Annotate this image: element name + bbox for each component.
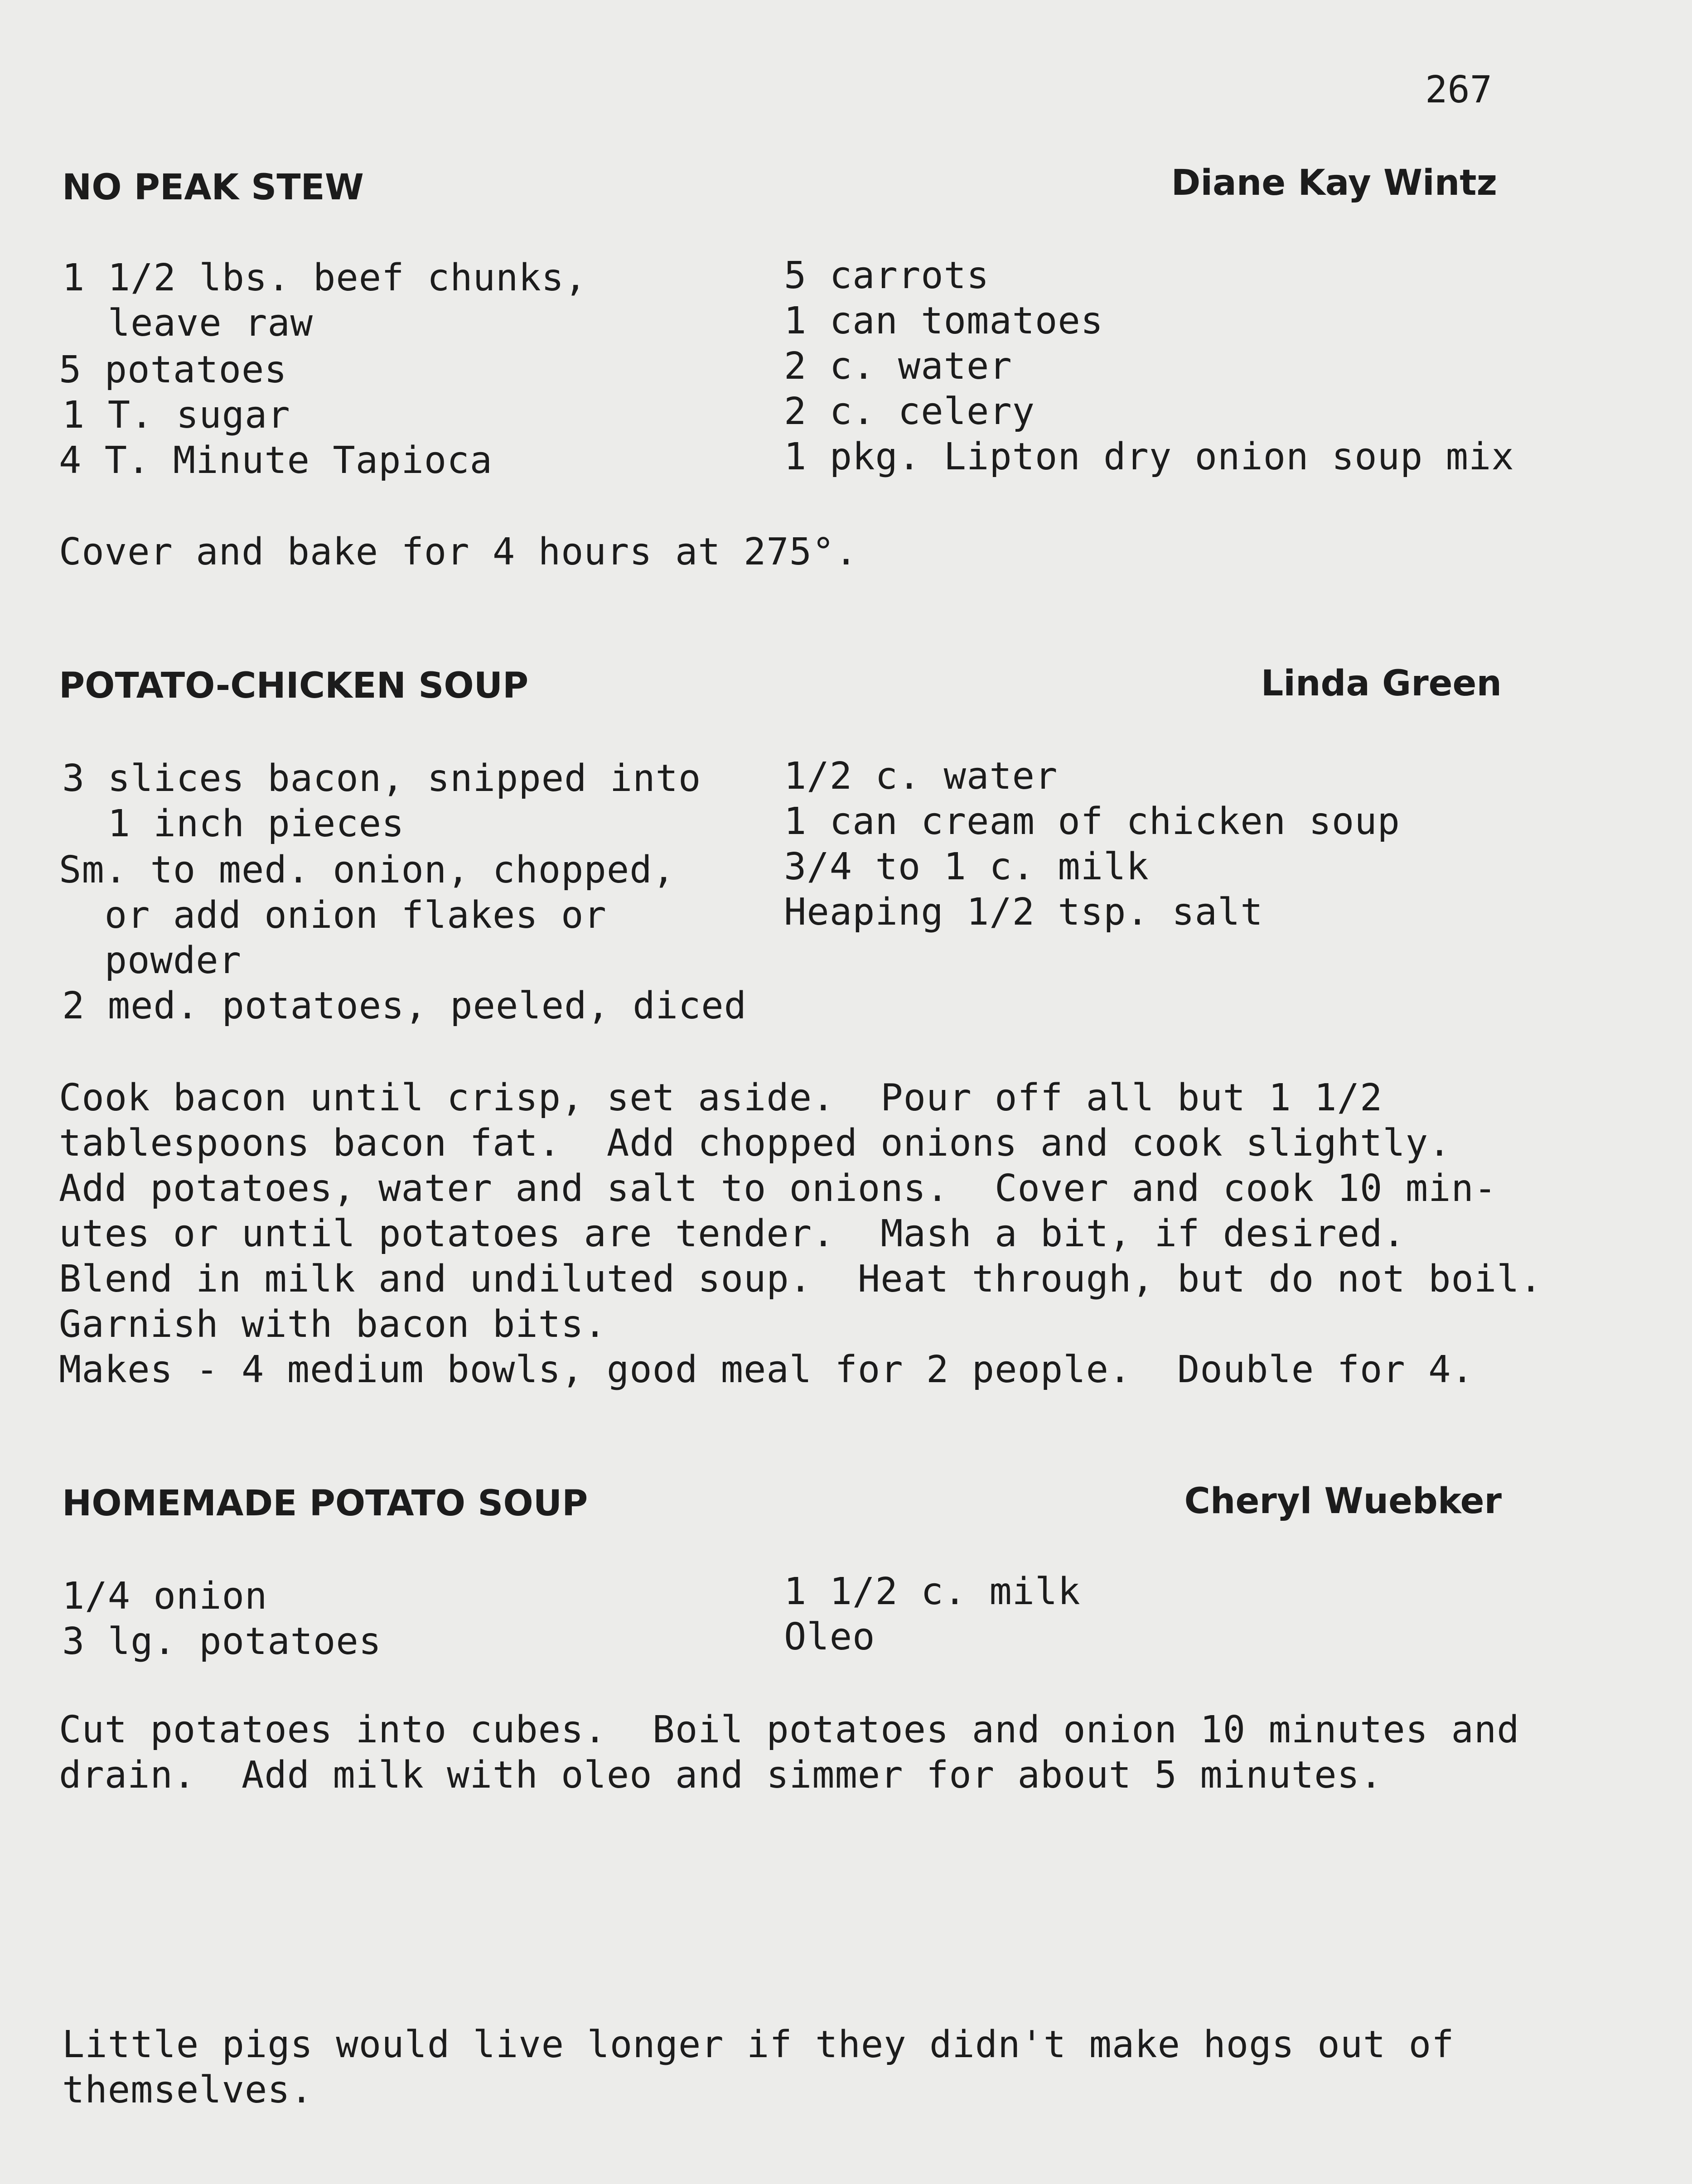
recipe-author: Cheryl Wuebker xyxy=(1184,1481,1502,1522)
ingredient-line: 2 med. potatoes, peeled, diced xyxy=(62,984,747,1027)
direction-line: drain. Add milk with oleo and simmer for about 5 minutes. xyxy=(59,1754,1383,1797)
direction-line: Makes - 4 medium bowls, good meal for 2 people. Double for 4. xyxy=(59,1348,1474,1391)
ingredient-line: 1 T. sugar xyxy=(62,394,290,437)
saying-line: themselves. xyxy=(62,2068,314,2112)
ingredient-line: 1 inch pieces xyxy=(62,802,405,845)
ingredient-line: 3 lg. potatoes xyxy=(62,1620,382,1663)
recipe-title: HOMEMADE POTATO SOUP xyxy=(62,1483,588,1524)
recipe-author: Diane Kay Wintz xyxy=(1171,163,1497,203)
ingredient-line: 1 can tomatoes xyxy=(784,299,1104,342)
recipe-author: Linda Green xyxy=(1261,663,1502,704)
ingredient-line: powder xyxy=(59,939,242,982)
ingredient-line: 2 c. celery xyxy=(784,390,1035,433)
ingredient-line: Heaping 1/2 tsp. salt xyxy=(784,891,1263,934)
ingredient-line: 3/4 to 1 c. milk xyxy=(784,845,1149,888)
ingredient-line: 1/2 c. water xyxy=(784,755,1058,798)
ingredient-line: 1 1/2 lbs. beef chunks, xyxy=(62,256,587,299)
direction-line: utes or until potatoes are tender. Mash a bit, if desired. xyxy=(59,1212,1406,1255)
ingredient-line: 5 carrots xyxy=(784,254,990,297)
direction-line: Cover and bake for 4 hours at 275°. xyxy=(59,530,858,574)
recipe-title: NO PEAK STEW xyxy=(62,167,364,208)
ingredient-line: Sm. to med. onion, chopped, xyxy=(59,849,675,892)
direction-line: Cook bacon until crisp, set aside. Pour off all but 1 1/2 xyxy=(59,1076,1383,1119)
ingredient-line: 2 c. water xyxy=(784,345,1012,388)
direction-line: Add potatoes, water and salt to onions. Cover and cook 10 min- xyxy=(59,1167,1497,1210)
ingredient-line: Oleo xyxy=(784,1615,875,1658)
recipe-title: POTATO-CHICKEN SOUP xyxy=(59,665,529,706)
ingredient-line: 1 1/2 c. milk xyxy=(784,1570,1081,1613)
direction-line: Cut potatoes into cubes. Boil potatoes and onion 10 minutes and xyxy=(59,1708,1520,1751)
saying-line: Little pigs would live longer if they didn't make hogs out of xyxy=(62,2023,1455,2066)
ingredient-line: 4 T. Minute Tapioca xyxy=(59,439,493,482)
ingredient-line: leave raw xyxy=(62,302,314,345)
ingredient-line: 1/4 onion xyxy=(62,1575,268,1618)
direction-line: Blend in milk and undiluted soup. Heat through, but do not boil. xyxy=(59,1258,1542,1301)
ingredient-line: or add onion flakes or xyxy=(59,894,607,937)
ingredient-line: 1 pkg. Lipton dry onion soup mix xyxy=(784,435,1514,478)
ingredient-line: 1 can cream of chicken soup xyxy=(784,800,1400,843)
direction-line: tablespoons bacon fat. Add chopped onions and cook slightly. xyxy=(59,1122,1451,1165)
ingredient-line: 3 slices bacon, snipped into xyxy=(62,757,701,800)
page-number: 267 xyxy=(1425,68,1493,111)
ingredient-line: 5 potatoes xyxy=(59,348,287,391)
direction-line: Garnish with bacon bits. xyxy=(59,1303,607,1346)
